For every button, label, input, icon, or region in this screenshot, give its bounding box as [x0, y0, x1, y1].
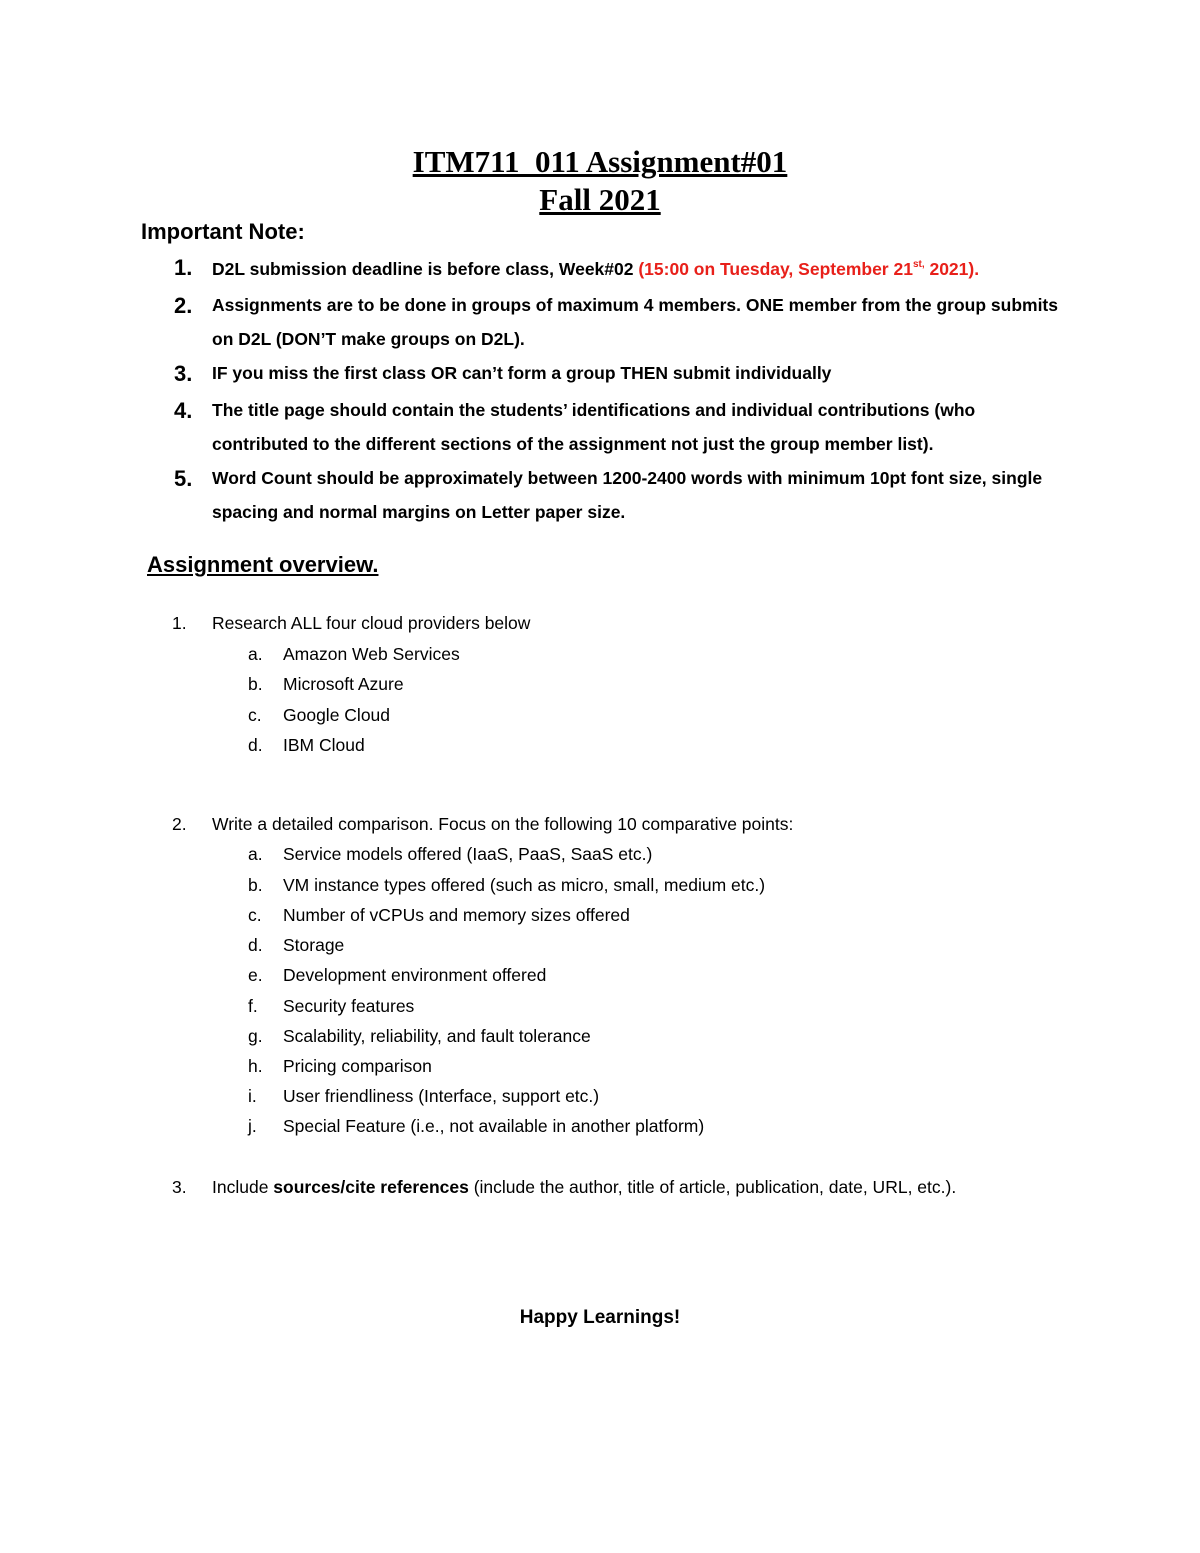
- note-number: 1.: [174, 255, 193, 280]
- note-number: 2.: [174, 293, 193, 318]
- note-text: Word Count should be approximately between 1200-2400 words with minimum 10pt font size, single spacing and normal margins on Letter paper size.: [212, 468, 1043, 522]
- document-title: ITM711_011 Assignment#01: [412, 144, 788, 179]
- list-text: [212, 1174, 956, 1200]
- sub-list-letter: e.: [248, 965, 263, 985]
- sub-list-letter: a.: [248, 644, 263, 664]
- note-text: Assignments are to be done in groups of maximum 4 members. ONE member from the group submits on D2L (DON’T make groups on D2L).: [212, 295, 1058, 349]
- note-text: The title page should contain the students’ identifications and individual contributions (who contributed to the different sections of the assignment not just the group member list).: [212, 400, 976, 454]
- sub-list-letter: c.: [248, 905, 262, 925]
- sub-list-text: Storage: [283, 935, 345, 955]
- sub-list-text: Special Feature (i.e., not available in another platform): [283, 1116, 705, 1136]
- note-number: 4.: [174, 398, 193, 423]
- sub-list-text: Pricing comparison: [283, 1056, 432, 1076]
- sub-list-text: User friendliness (Interface, support etc.): [283, 1086, 600, 1106]
- sub-list-text: Google Cloud: [283, 705, 391, 725]
- overview-heading: Assignment overview.: [147, 552, 379, 577]
- sub-list-text: IBM Cloud: [283, 735, 365, 755]
- sub-list-letter: j.: [248, 1116, 257, 1136]
- list-number: 2.: [172, 814, 187, 834]
- sub-list-letter: d.: [248, 935, 263, 955]
- deadline-text: [638, 259, 979, 279]
- list-text-plain: Include: [212, 1177, 274, 1197]
- deadline-ordinal: st,: [912, 259, 925, 270]
- list-text: Write a detailed comparison. Focus on the following 10 comparative points:: [212, 814, 794, 834]
- sub-list-text: Microsoft Azure: [283, 674, 404, 694]
- list-number: 1.: [172, 613, 187, 633]
- note-text-plain: D2L submission deadline is before class, Week#02: [212, 259, 639, 279]
- sub-list-letter: i.: [248, 1086, 257, 1106]
- note-text: IF you miss the first class OR can’t form a group THEN submit individually: [212, 363, 832, 383]
- sub-list-text: Development environment offered: [283, 965, 547, 985]
- note-number: 5.: [174, 466, 193, 491]
- sub-list-letter: a.: [248, 844, 263, 864]
- deadline-year: 2021).: [924, 259, 980, 279]
- deadline-date: (15:00 on Tuesday, September 21: [638, 259, 913, 279]
- sub-list-text: Security features: [283, 996, 415, 1016]
- list-text-plain: (include the author, title of article, publication, date, URL, etc.).: [468, 1177, 957, 1197]
- sub-list-text: VM instance types offered (such as micro, small, medium etc.): [283, 875, 766, 895]
- sub-list-letter: b.: [248, 674, 263, 694]
- sub-list-letter: d.: [248, 735, 263, 755]
- sub-list-text: Scalability, reliability, and fault tolerance: [283, 1026, 591, 1046]
- note-text: [212, 252, 1072, 286]
- sub-list-letter: h.: [248, 1056, 263, 1076]
- list-text-bold: sources/cite references: [273, 1177, 469, 1197]
- closing-message: Happy Learnings!: [519, 1307, 681, 1328]
- sub-list-text: Amazon Web Services: [283, 644, 460, 664]
- sub-list-letter: b.: [248, 875, 263, 895]
- list-number: 3.: [172, 1177, 187, 1197]
- document-term: Fall 2021: [539, 182, 661, 217]
- sub-list-letter: g.: [248, 1026, 263, 1046]
- sub-list-text: Number of vCPUs and memory sizes offered: [283, 905, 630, 925]
- sub-list-letter: c.: [248, 705, 262, 725]
- important-note-heading: Important Note:: [141, 219, 305, 244]
- sub-list-text: Service models offered (IaaS, PaaS, SaaS etc.): [283, 844, 653, 864]
- list-text: Research ALL four cloud providers below: [212, 613, 531, 633]
- note-number: 3.: [174, 361, 193, 386]
- sub-list-letter: f.: [248, 996, 258, 1016]
